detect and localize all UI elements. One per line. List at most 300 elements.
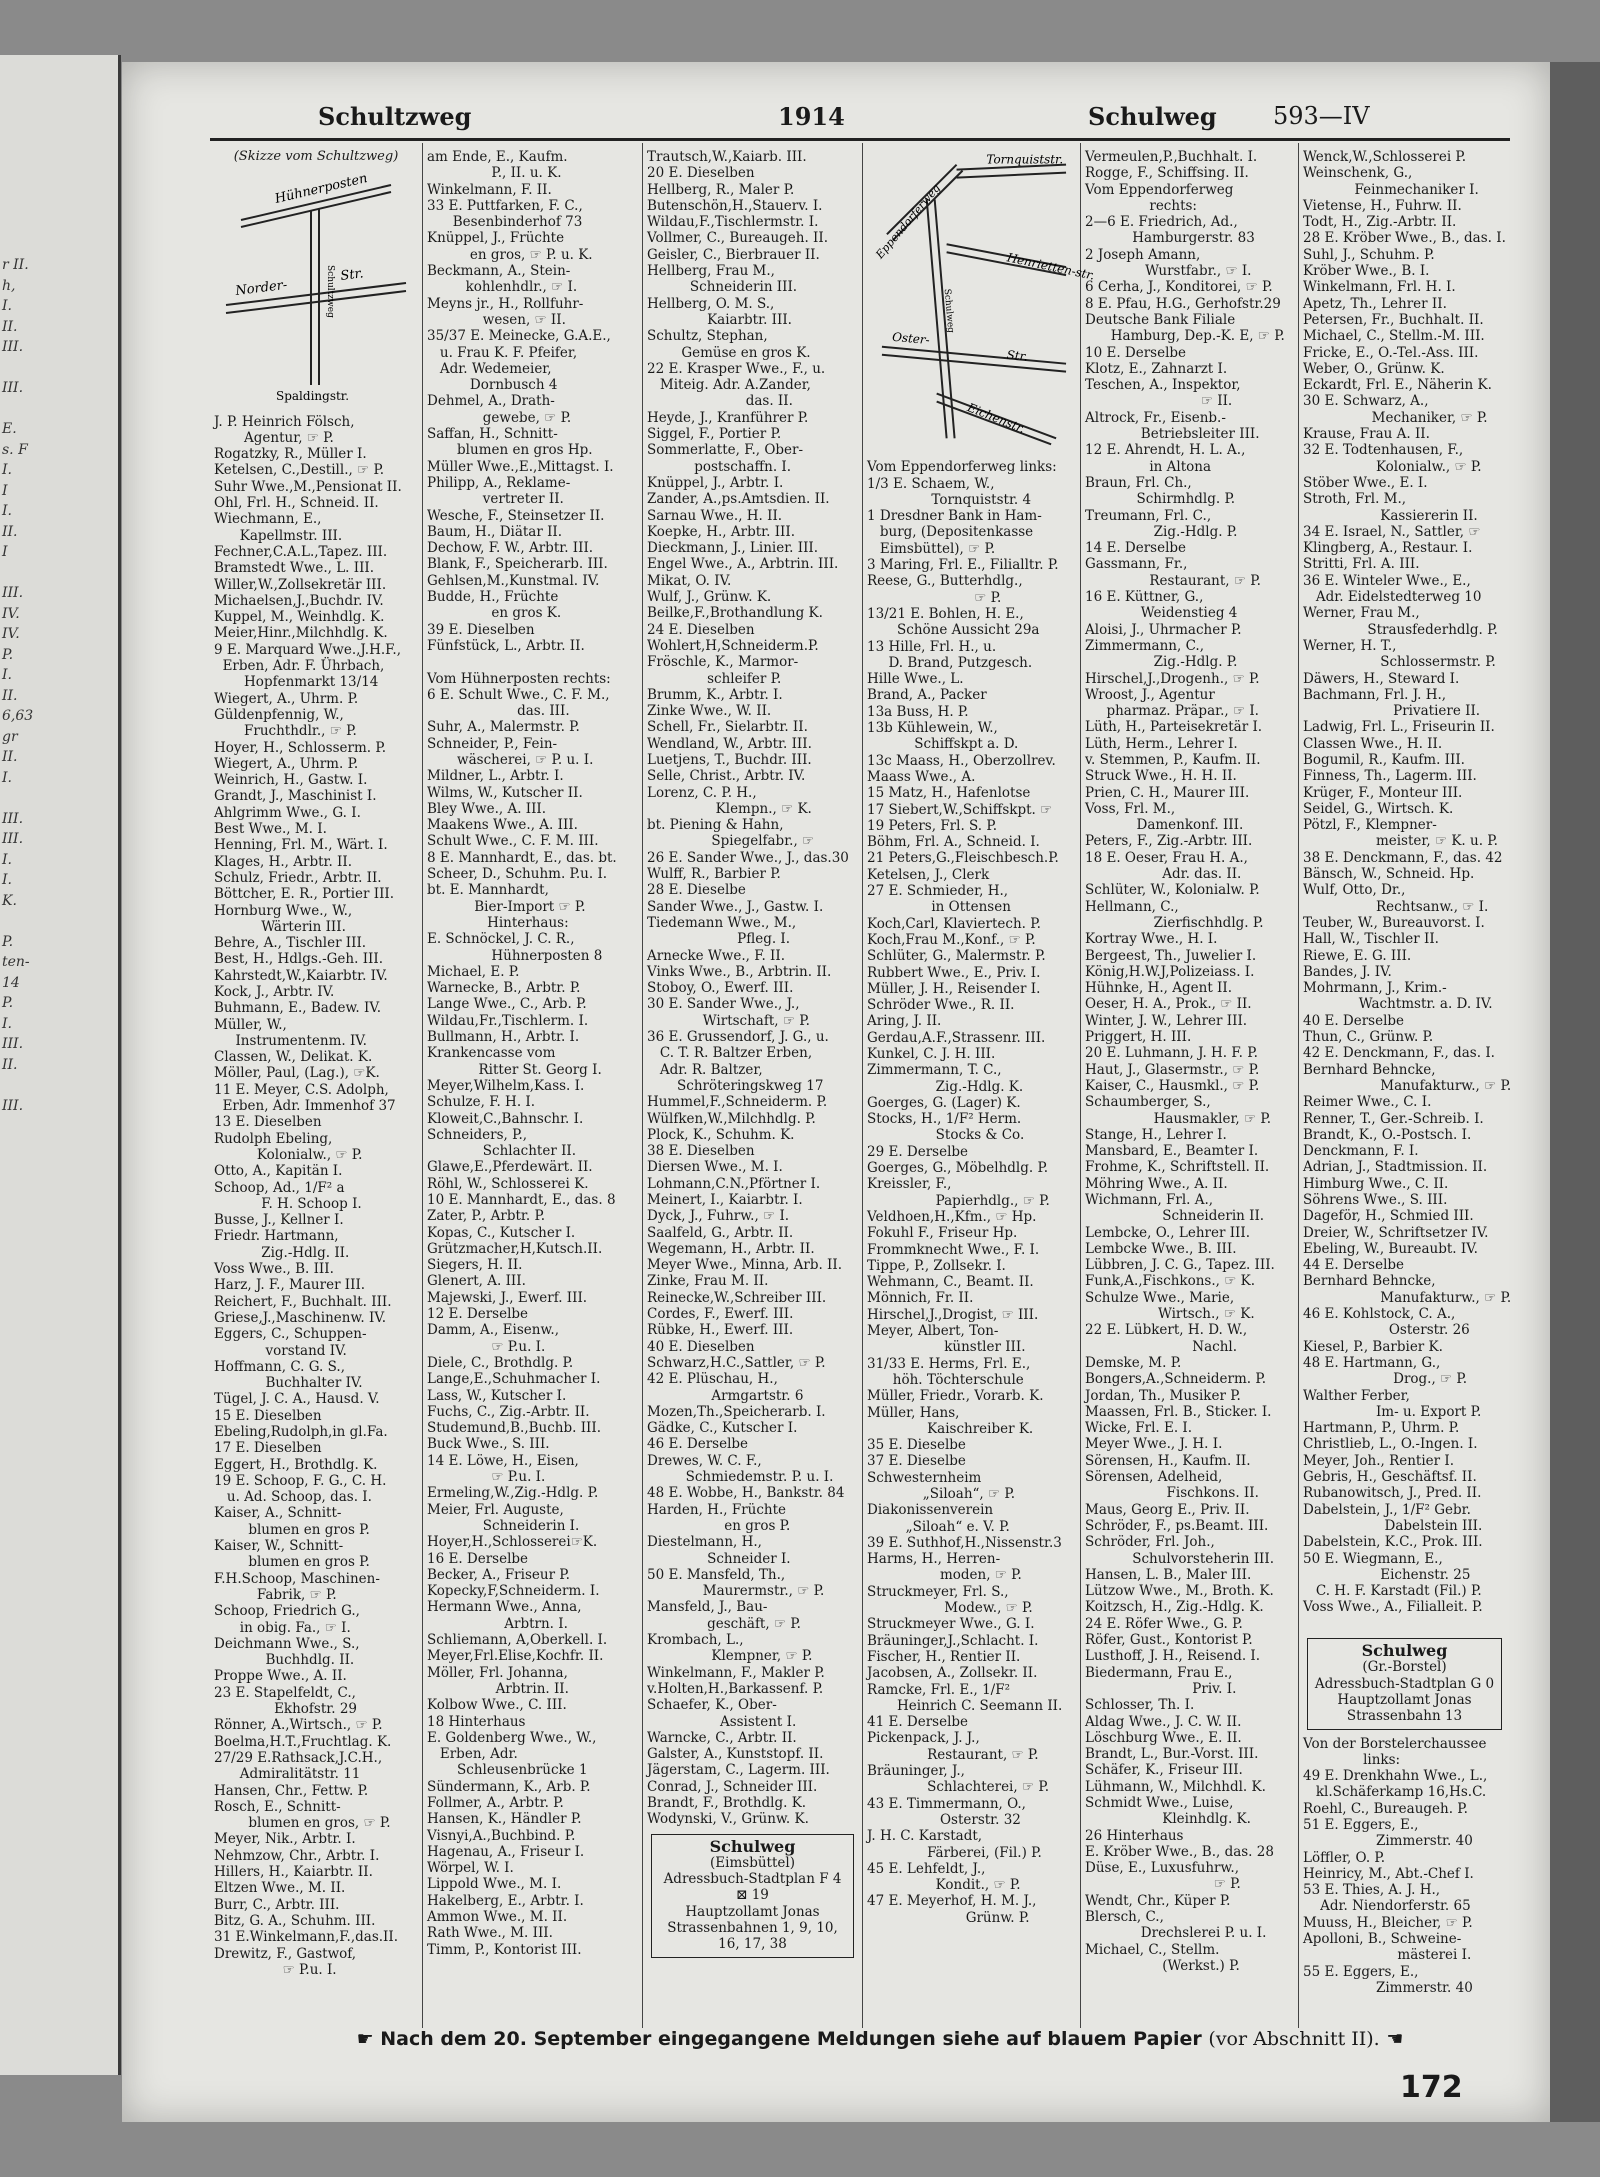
directory-entry: Gemüse en gros K. [647, 344, 811, 361]
directory-entry: Restaurant, ☞ P. [867, 1746, 1039, 1763]
directory-entry: Priggert, H. III. [1085, 1029, 1192, 1046]
directory-entry: Christlieb, L., O.-Ingen. I. [1303, 1436, 1478, 1453]
directory-entry: 40 E. Derselbe [1303, 1012, 1405, 1029]
directory-entry: Lübbren, J. C. G., Tapez. III. [1085, 1257, 1275, 1274]
directory-entry: Wildau,Fr.,Tischlerm. I. [427, 1012, 589, 1029]
directory-entry: blumen en gros P. [214, 1521, 370, 1538]
directory-entry: meister, ☞ K. u. P. [1303, 833, 1498, 850]
directory-entry: Fischkons. II. [1085, 1485, 1259, 1502]
directory-entry: Bandes, J. IV. [1303, 963, 1392, 980]
directory-entry: Däwers, H., Steward I. [1303, 670, 1460, 687]
directory-entry: 50 E. Mansfeld, Th., [647, 1566, 786, 1583]
directory-entry: Altrock, Fr., Eisenb.- [1085, 409, 1226, 426]
directory-entry: Drewes, W. C. F., [647, 1452, 762, 1469]
directory-entry: Mechaniker, ☞ P. [1303, 409, 1488, 426]
schulweg-borstel-box [1307, 1638, 1502, 1729]
directory-entry: Lusthoff, J. H., Reisend. I. [1085, 1648, 1261, 1665]
directory-entry: Röfer, Gust., Kontorist P. [1085, 1632, 1253, 1649]
directory-entry: Erben, Adr. F. Ührbach, [214, 658, 385, 675]
directory-entry: Zimmermann, C., [1085, 637, 1204, 654]
directory-entry: Müller, J. H., Reisender I. [867, 980, 1041, 997]
directory-entry: Dabelstein III. [1303, 1517, 1483, 1534]
directory-entry: Studemund,B.,Buchb. III. [427, 1420, 602, 1437]
column-5-entries [1085, 149, 1294, 1974]
directory-entry: 53 E. Thies, A. J. H., [1303, 1882, 1441, 1899]
directory-entry: wesen, ☞ II. [427, 311, 566, 328]
directory-entry: 31/33 E. Herms, Frl. E., [867, 1355, 1031, 1372]
directory-entry: E. Schnöckel, J. C. R., [427, 931, 575, 948]
directory-entry: mästerei I. [1303, 1947, 1472, 1964]
directory-entry: Schlossermstr. P. [1303, 654, 1496, 671]
directory-entry: Rubanowitsch, J., Pred. II. [1303, 1485, 1482, 1502]
directory-entry: Galster, A., Kunststopf. II. [647, 1746, 824, 1763]
directory-entry: Schöne Aussicht 29a [867, 622, 1040, 639]
directory-entry: Jordan, Th., Musiker P. [1085, 1387, 1241, 1404]
column-4 [863, 143, 1096, 2028]
box-subtitle: (Eimsbüttel) [710, 1854, 795, 1871]
directory-entry: Klages, H., Arbtr. II. [214, 853, 353, 870]
directory-entry: Vinks Wwe., B., Arbtrin. II. [647, 963, 832, 980]
directory-entry: Müller Wwe.,E.,Mittagst. I. [427, 458, 614, 475]
directory-entry: Meyer Wwe., Minna, Arb. II. [647, 1257, 843, 1274]
directory-entry: Klotz, E., Zahnarzt I. [1085, 360, 1228, 377]
directory-entry: Pfleg. I. [647, 931, 791, 948]
directory-entry: Besenbinderhof 73 [427, 214, 583, 231]
directory-entry: Stoboy, O., Ewerf. III. [647, 980, 794, 997]
directory-entry: Beilke,F.,Brothandlung K. [647, 605, 823, 622]
directory-entry: Drechslerei P. u. I. [1085, 1925, 1267, 1942]
directory-entry: Wohlert,H,Schneiderm.P. [647, 637, 819, 654]
directory-entry: Winkelmann, Frl. H. I. [1303, 279, 1456, 296]
directory-entry: 1/3 E. Schaem, W., [867, 475, 995, 492]
directory-entry: 24 E. Dieselben [647, 621, 755, 638]
directory-entry: Blersch, C., [1085, 1909, 1164, 1926]
directory-entry: 2 Joseph Amann, [1085, 246, 1201, 263]
directory-entry: Sarnau Wwe., H. II. [647, 507, 783, 524]
directory-entry: Güldenpfennig, W., [214, 706, 344, 723]
directory-entry: 20 E. Dieselben [647, 165, 755, 182]
directory-entry: Adr. das. II. [1085, 866, 1242, 883]
directory-entry: Kreissler, F., [867, 1176, 952, 1193]
directory-entry: Siegers, H. II. [427, 1257, 523, 1274]
box-line: Hauptzollamt Jonas [1337, 1691, 1472, 1708]
directory-columns [210, 143, 1510, 2063]
directory-entry: 49 E. Drenkhahn Wwe., L., [1303, 1768, 1488, 1785]
directory-entry: Dyck, J., Fuhrw., ☞ I. [647, 1208, 790, 1225]
directory-entry: Riewe, E. G. III. [1303, 947, 1412, 964]
directory-entry: 22 E. Lübkert, H. D. W., [1085, 1322, 1248, 1339]
directory-entry: 37 E. Dieselbe [867, 1453, 966, 1470]
directory-entry: Best, H., Hdlgs.-Geh. III. [214, 951, 383, 968]
directory-entry: Fruchthdlr., ☞ P. [214, 723, 357, 740]
directory-entry: Stöber Wwe., E. I. [1303, 474, 1428, 491]
directory-entry: Hellberg, Frau M., [647, 263, 775, 280]
directory-entry: 38 E. Denckmann, F., das. 42 [1303, 849, 1503, 866]
directory-entry: Wichmann, Frl. A., [1085, 1192, 1214, 1208]
directory-entry: 45 E. Lehfeldt, J., [867, 1860, 986, 1877]
directory-entry: Kiesel, P., Barbier K. [1303, 1338, 1443, 1355]
directory-entry: ☞ P.u. I. [214, 1961, 337, 1978]
directory-entry: 35 E. Dieselbe [867, 1437, 966, 1454]
directory-entry: Maass Wwe., A. [867, 768, 976, 785]
directory-entry: Schaefer, K., Ober- [647, 1697, 777, 1714]
footer-text: Nach dem 20. September eingegangene Meldungen siehe auf blauem Papier [380, 2028, 1202, 2050]
directory-entry: Hellberg, R., Maler P. [647, 181, 795, 198]
directory-entry: Peters, F., Zig.-Arbtr. III. [1085, 833, 1253, 850]
directory-entry: Wesche, F., Steinsetzer II. [427, 507, 605, 524]
directory-entry: Krause, Frau A. II. [1303, 426, 1430, 443]
directory-entry: 1 Dresdner Bank in Ham- [867, 508, 1042, 525]
directory-entry: 39 E. Suthhof,H.,Nissenstr.3 [867, 1534, 1062, 1551]
directory-entry: Reimer Wwe., C. I. [1303, 1094, 1432, 1111]
directory-entry: kohlenhdlr., ☞ I. [427, 279, 578, 296]
directory-entry: Privatiere II. [1303, 703, 1481, 720]
directory-entry: Zig.-Hdlg. K. [867, 1078, 1024, 1095]
directory-entry: Koch,Frau M.,Konf., ☞ P. [867, 931, 1036, 948]
map-label-tornquist: Tornquiststr. [986, 152, 1064, 167]
column-3-entries [647, 149, 858, 1828]
directory-entry: Assistent I. [647, 1713, 797, 1730]
directory-entry: C. T. R. Baltzer Erben, [647, 1045, 813, 1062]
directory-entry: Adr. Eidelstedterweg 10 [1303, 589, 1482, 606]
directory-entry: Stocks & Co. [867, 1127, 1025, 1144]
directory-entry: Bullmann, H., Arbtr. I. [427, 1029, 580, 1046]
directory-entry: Warnecke, B., Arbtr. P. [427, 980, 581, 997]
directory-entry: Warncke, C., Arbtr. II. [647, 1729, 797, 1746]
directory-entry: Hirschel,J.,Drogenh., ☞ P. [1085, 670, 1260, 687]
column-2 [423, 143, 643, 2028]
directory-entry: Braun, Frl. Ch., [1085, 474, 1192, 491]
directory-entry: Miteig. Adr. A.Zander, [647, 377, 811, 394]
directory-entry: Lüth, Herm., Lehrer I. [1085, 735, 1238, 752]
directory-entry: Zander, A.,ps.Amtsdien. II. [647, 491, 830, 508]
directory-entry: Wulf, J., Grünw. K. [647, 589, 772, 606]
directory-entry: bt. E. Mannhardt, [427, 882, 549, 899]
directory-entry: Suhl, J., Schuhm. P. [1303, 246, 1435, 263]
directory-entry: Schlachter II. [427, 1143, 577, 1160]
directory-entry: 10 E. Derselbe [1085, 344, 1187, 361]
directory-entry: Kaiser, C., Hausmkl., ☞ P. [1085, 1077, 1260, 1094]
directory-entry: Kopecky,F,Schneiderm. I. [427, 1583, 600, 1600]
directory-entry: Nachl. [1085, 1338, 1238, 1355]
map-label-eich: Eichenstr. [965, 400, 1027, 437]
directory-entry: 26 E. Sander Wwe., J., das.30 [647, 849, 849, 866]
directory-entry: Erben, Adr. Immenhof 37 [214, 1098, 396, 1115]
directory-entry: Ebeling,Rudolph,in gl.Fa. [214, 1424, 388, 1440]
directory-entry: Sommerlatte, F., Ober- [647, 442, 804, 459]
directory-entry: Mansfeld, J., Bau- [647, 1599, 768, 1616]
directory-entry: 2—6 E. Friedrich, Ad., [1085, 214, 1238, 231]
directory-entry: 43 E. Timmermann, O., [867, 1795, 1026, 1812]
directory-entry: 31 E.Winkelmann,F.,das.II. [214, 1929, 398, 1946]
directory-entry: Cordes, F., Ewerf. III. [647, 1306, 794, 1323]
header-left-street: Schultzweg [318, 102, 472, 131]
directory-entry: C. H. F. Karstadt (Fil.) P. [1303, 1583, 1482, 1600]
directory-entry: Armgartstr. 6 [647, 1387, 804, 1404]
header-page-ref: 593—IV [1273, 102, 1370, 130]
box-title: Schulweg [709, 1836, 796, 1856]
directory-entry: 24 E. Röfer Wwe., G. P. [1085, 1615, 1243, 1632]
directory-entry: wäscherei, ☞ P. u. I. [427, 751, 594, 768]
directory-entry: Teschen, A., Inspektor, [1085, 377, 1241, 394]
schulweg-sketch-map [867, 149, 1096, 449]
directory-entry: 16 E. Derselbe [427, 1550, 529, 1567]
directory-entry: 6 E. Schult Wwe., C. F. M., [427, 686, 610, 703]
directory-entry: Rogge, F., Schiffsing. II. [1085, 165, 1249, 182]
directory-entry: Grünw. P. [867, 1909, 1030, 1926]
directory-entry: Weber, O., Grünw. K. [1303, 360, 1445, 377]
directory-entry: 13c Maass, H., Oberzollrev. [867, 752, 1056, 769]
map-label-mid-left: Norder- [234, 278, 289, 300]
directory-entry: Rubbert Wwe., E., Priv. I. [867, 964, 1041, 981]
directory-entry: Brandt, K., O.-Postsch. I. [1303, 1126, 1472, 1143]
directory-entry: Saffan, H., Schnitt- [427, 426, 558, 443]
directory-entry: Behre, A., Tischler III. [214, 935, 367, 952]
page-number: 172 [1400, 2070, 1463, 2105]
directory-entry: Ketelsen, C.,Destill., ☞ P. [214, 462, 385, 479]
directory-entry: Kuppel, M., Weinhdlg. K. [214, 609, 385, 626]
directory-entry: Harz, J. F., Maurer III. [214, 1277, 366, 1294]
directory-entry: Möller, Frl. Johanna, [427, 1664, 568, 1681]
directory-entry: Wodynski, V., Grünw. K. [647, 1811, 809, 1828]
directory-entry: Bergeest, Th., Juwelier I. [1085, 947, 1257, 964]
directory-entry: Prien, C. H., Maurer III. [1085, 784, 1250, 801]
directory-entry: Tornquiststr. 4 [867, 491, 1032, 508]
directory-entry: Tippe, P., Zollsekr. I. [867, 1257, 1006, 1274]
directory-entry: Klempn., ☞ K. [647, 800, 812, 817]
directory-entry: en gros, ☞ P. u. K. [427, 246, 593, 263]
map-caption: (Skizze vom Schultzweg) [233, 149, 399, 164]
directory-entry: Zimmerstr. 40 [1303, 1833, 1473, 1850]
directory-entry: Buck Wwe., S. III. [427, 1436, 550, 1453]
directory-entry: Mikat, O. IV. [647, 572, 732, 589]
directory-entry: Agentur, ☞ P. [214, 429, 334, 446]
directory-entry: Papierhdlg., ☞ P. [867, 1192, 1050, 1209]
directory-entry: blumen en gros, ☞ P. [214, 1815, 391, 1832]
directory-entry: Kunkel, C. J. H. III. [867, 1045, 996, 1062]
header-rule [210, 138, 1510, 141]
directory-entry: Kolonialw., ☞ P. [214, 1146, 363, 1163]
directory-entry: Meyer, Albert, Ton- [867, 1323, 999, 1340]
directory-entry: kl.Schäferkamp 16,Hs.C. [1303, 1784, 1487, 1801]
directory-entry: 55 E. Eggers, E., [1303, 1963, 1419, 1980]
directory-entry: Aloisi, J., Uhrmacher P. [1085, 621, 1242, 638]
directory-entry: Glawe,E.,Pferdewärt. II. [427, 1159, 593, 1176]
directory-entry: Eimsbüttel), ☞ P. [867, 540, 996, 557]
directory-entry: Ritter St. Georg I. [427, 1061, 602, 1078]
directory-entry: Klempner, ☞ P. [647, 1648, 813, 1665]
directory-entry: Admiralitätstr. 11 [214, 1766, 361, 1783]
directory-entry: Eckardt, Frl. E., Näherin K. [1303, 377, 1492, 394]
directory-entry: Pötzl, F., Klempner- [1303, 817, 1437, 834]
directory-entry: Seidel, G., Wirtsch. K. [1303, 800, 1454, 817]
directory-entry: Kopas, C., Kutscher I. [427, 1224, 576, 1241]
directory-entry: Struck Wwe., H. H. II. [1085, 768, 1237, 785]
directory-entry: Osterstr. 26 [1303, 1322, 1470, 1339]
directory-entry: Schneiders, P., [427, 1126, 528, 1143]
directory-entry: Maakens Wwe., A. III. [427, 817, 578, 834]
directory-entry: Dabelstein, J., 1/F² Gebr. [1303, 1501, 1471, 1518]
directory-entry: 17 E. Dieselben [214, 1440, 322, 1457]
map-label-oster: Oster- [891, 329, 931, 348]
directory-entry: Kröber Wwe., B. I. [1303, 263, 1430, 280]
directory-entry: Vom Eppendorferweg [1085, 181, 1234, 198]
directory-entry: Michael, C., Stellm.-M. III. [1303, 328, 1485, 345]
directory-entry: Finness, Th., Lagerm. III. [1303, 768, 1477, 785]
directory-entry: Brumm, K., Arbtr. I. [647, 686, 783, 703]
directory-entry: 13a Buss, H. P. [867, 703, 969, 720]
directory-entry: Meyer, Joh., Rentier I. [1303, 1452, 1455, 1469]
directory-entry: Saalfeld, G., Arbtr. II. [647, 1224, 794, 1241]
directory-entry: Walther Ferber, [1303, 1387, 1410, 1404]
directory-entry: Mohrmann, J., Krim.- [1303, 980, 1447, 997]
directory-entry: moden, ☞ P. [867, 1567, 1022, 1584]
directory-entry: burg, (Depositenkasse [867, 524, 1034, 541]
directory-entry: Dechow, F. W., Arbtr. III. [427, 540, 594, 557]
directory-entry: Schliemann, A,Oberkell. I. [427, 1632, 608, 1649]
directory-entry: 18 Hinterhaus [427, 1713, 526, 1730]
directory-entry: Harden, H., Früchte [647, 1501, 787, 1518]
directory-entry: Manufakturw., ☞ P. [1303, 1077, 1512, 1094]
directory-entry: Zater, P., Arbtr. P. [427, 1208, 546, 1225]
directory-entry: Voss, Frl. M., [1085, 800, 1176, 817]
directory-entry: Diestelmann, H., [647, 1534, 762, 1551]
directory-entry: Meyer, Nik., Arbtr. I. [214, 1831, 356, 1848]
directory-entry: am Ende, E., Kaufm. [427, 149, 568, 165]
directory-entry: Kaiarbtr. III. [647, 311, 792, 328]
page-header [88, 98, 1398, 138]
directory-entry: 44 E. Derselbe [1303, 1257, 1405, 1274]
directory-entry: Bier-Import ☞ P. [427, 898, 586, 915]
directory-entry: Wilms, W., Kutscher II. [427, 784, 583, 801]
directory-entry: Eggers, C., Schuppen- [214, 1326, 367, 1343]
directory-entry: Schneiderin II. [1085, 1208, 1265, 1225]
directory-entry: Classen Wwe., H. II. [1303, 735, 1443, 752]
map-label-str: Str. [1006, 347, 1029, 364]
directory-entry: Zig.-Hdlg. II. [214, 1244, 350, 1261]
directory-entry: Suhr, A., Malermstr. P. [427, 719, 580, 736]
directory-entry: Meier,Hinr.,Milchhdlg. K. [214, 625, 388, 642]
directory-entry: Arbtrn. I. [427, 1615, 568, 1632]
directory-entry: Kaiser, A., Schnitt- [214, 1505, 342, 1522]
directory-entry: Lorenz, C. P. H., [647, 784, 757, 801]
directory-entry: J. H. C. Karstadt, [867, 1828, 983, 1845]
directory-entry: Pickenpack, J. J., [867, 1730, 980, 1747]
directory-entry: Best Wwe., M. I. [214, 821, 327, 838]
directory-entry: höh. Töchterschule [867, 1371, 1024, 1388]
directory-entry: Proppe Wwe., A. II. [214, 1668, 347, 1685]
directory-entry: Lembcke, O., Lehrer III. [1085, 1224, 1250, 1241]
directory-entry: Zimmermann, T. C., [867, 1062, 1002, 1079]
directory-entry: vorstand IV. [214, 1342, 347, 1359]
page-edge [1550, 62, 1600, 2122]
directory-entry: Koepke, H., Arbtr. III. [647, 523, 795, 540]
directory-entry: 22 E. Krasper Wwe., F., u. [647, 360, 826, 377]
directory-entry: en gros K. [427, 605, 562, 622]
directory-entry: 21 Peters,G.,Fleischbesch.P. [867, 850, 1059, 867]
directory-entry: Modew., ☞ P. [867, 1600, 1033, 1617]
directory-entry: Frohme, K., Schriftstell. II. [1085, 1159, 1270, 1176]
directory-entry: Ermeling,W.,Zig.-Hdlg. P. [427, 1485, 599, 1502]
directory-entry: Diakonissenverein [867, 1502, 994, 1519]
directory-entry: Teuber, W., Bureauvorst. I. [1303, 914, 1485, 931]
directory-entry: Rönner, A.,Wirtsch., ☞ P. [214, 1717, 383, 1734]
directory-entry: Henning, Frl. M., Wärt. I. [214, 837, 388, 854]
directory-entry: Wiechmann, E., [214, 511, 322, 528]
directory-entry: Zinke, Frau M. II. [647, 1273, 769, 1290]
directory-entry: Oeser, H. A., Prok., ☞ II. [1085, 996, 1252, 1013]
directory-entry: Erben, Adr. [427, 1746, 518, 1763]
schultzweg-sketch-map [214, 165, 418, 405]
directory-entry: Vollmer, C., Bureaugeh. II. [647, 230, 829, 247]
directory-entry: Strausfederhdlg. P. [1303, 621, 1498, 638]
directory-entry: Fröschle, K., Marmor- [647, 654, 799, 671]
directory-entry: v.Holten,H.,Barkassenf. P. [647, 1680, 824, 1697]
directory-entry: 36 E. Winteler Wwe., E., [1303, 572, 1471, 589]
directory-entry: pharmaz. Präpar., ☞ I. [1085, 703, 1259, 720]
directory-entry: Vom Eppendorferweg links: [867, 459, 1057, 476]
directory-entry: Krüger, F., Monteur III. [1303, 784, 1463, 801]
directory-entry: vertreter II. [427, 491, 564, 508]
directory-entry: J. P. Heinrich Fölsch, [214, 413, 355, 430]
directory-entry: postschaffn. I. [647, 458, 792, 475]
directory-entry: Meyer,Wilhelm,Kass. I. [427, 1077, 585, 1094]
directory-entry: Böttcher, E. R., Portier III. [214, 886, 395, 903]
directory-entry: geschäft, ☞ P. [647, 1615, 801, 1632]
directory-entry: Schulze Wwe., Marie, [1085, 1289, 1235, 1306]
directory-entry: Damm, A., Eisenw., [427, 1322, 560, 1339]
directory-entry: Becker, A., Friseur P. [427, 1566, 570, 1583]
directory-entry: 8 E. Pfau, H.G., Gerhofstr.29 [1085, 295, 1281, 312]
directory-entry: Kaiser, W., Schnitt- [214, 1538, 344, 1555]
directory-entry: Schneiderin I. [427, 1517, 580, 1534]
directory-entry: Rechtsanw., ☞ I. [1303, 898, 1489, 915]
directory-entry: Gehlsen,M.,Kunstmal. IV. [427, 572, 600, 589]
directory-entry: 38 E. Dieselben [647, 1143, 755, 1160]
directory-entry: Bongers,A.,Schneiderm. P. [1085, 1371, 1266, 1388]
directory-entry: Michaelsen,J.,Buchdr. IV. [214, 592, 384, 609]
directory-entry: Vom Hühnerposten rechts: [427, 670, 611, 687]
directory-entry: 10 E. Mannhardt, E., das. 8 [427, 1192, 616, 1208]
directory-entry: Reese, G., Butterhdlg., [867, 573, 1023, 590]
directory-entry: Schult Wwe., C. F. M. III. [427, 833, 599, 850]
directory-entry: u. Frau K. F. Pfeifer, [427, 344, 578, 361]
directory-entry: 15 E. Dieselben [214, 1407, 322, 1424]
directory-entry: Bitz, G. A., Schuhm. III. [214, 1912, 376, 1929]
directory-entry: Hagenau, A., Friseur I. [427, 1843, 585, 1860]
directory-entry: ☞ P. [867, 589, 1002, 606]
directory-entry: Dabelstein, K.C., Prok. III. [1303, 1534, 1483, 1551]
directory-entry: Ebeling, W., Bureaubt. IV. [1303, 1240, 1478, 1257]
directory-entry: Wörpel, W. I. [427, 1860, 514, 1877]
previous-page-text: r II. h, I. II. III. III. E. s. F I. I I. II. I III. IV. IV. P. I. II. 6,63 gr II. I. III. III. I. I. K. P. ten- 14 P. I. III. II. III. [2, 257, 34, 1114]
directory-entry: Krankencasse vom [427, 1045, 556, 1062]
directory-entry: 16 E. Küttner, G., [1085, 589, 1204, 606]
directory-entry: Maus, Georg E., Priv. II. [1085, 1501, 1250, 1518]
directory-entry: Goerges, G., Möbelhdlg. P. [867, 1160, 1049, 1177]
directory-entry: Weinrich, H., Gastw. I. [214, 772, 368, 789]
directory-entry: 11 E. Meyer, C.S. Adolph, [214, 1081, 389, 1098]
directory-entry: Lüth, H., Parteisekretär I. [1085, 719, 1263, 736]
directory-entry: Wiegert, A., Uhrm. P. [214, 690, 359, 707]
directory-entry: Muuss, H., Bleicher, ☞ P. [1303, 1914, 1473, 1931]
directory-entry: bt. Piening & Hahn, [647, 817, 784, 834]
directory-entry: Meyer,Frl.Elise,Kochfr. II. [427, 1648, 604, 1665]
directory-entry: Schröder, Frl. Joh., [1085, 1534, 1215, 1551]
directory-entry: Heyde, J., Kranführer P. [647, 409, 809, 426]
footer-paren: (vor Abschnitt II). [1208, 2028, 1380, 2050]
directory-entry: Ketelsen, J., Clerk [867, 866, 990, 883]
